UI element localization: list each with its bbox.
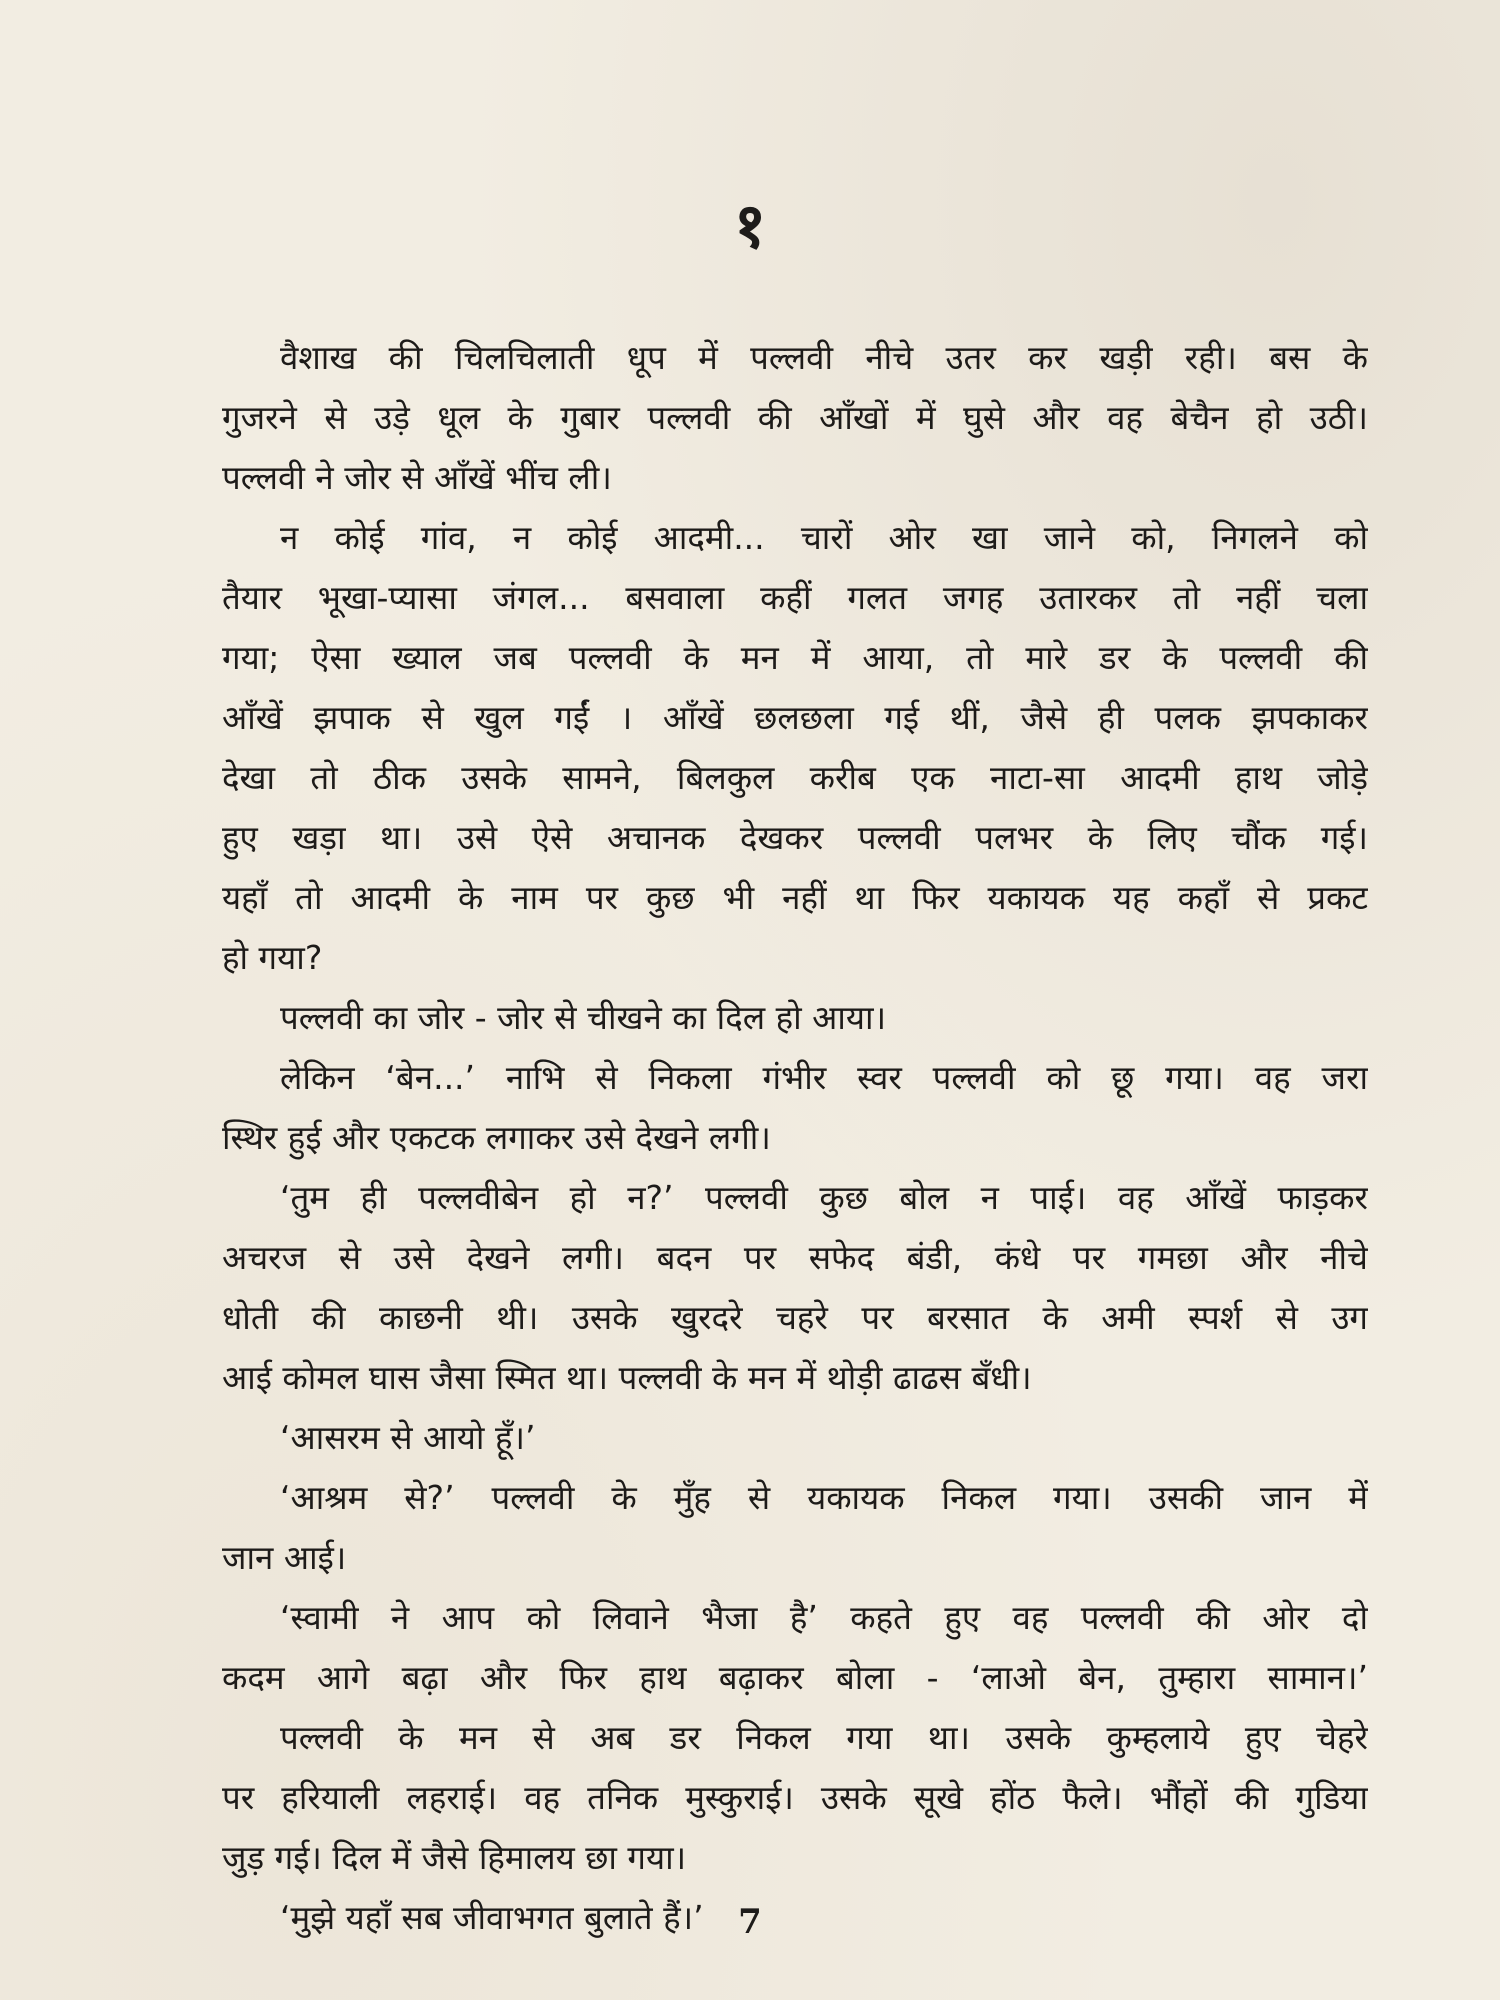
text-line-content: कदम आगे बढ़ा और फिर हाथ बढ़ाकर बोला - ‘लाओ बेन, तुम्हारा सामान।’ [222,1658,1368,1697]
text-line [222,1588,1368,1648]
text-line-content: पल्लवी का जोर - जोर से चीखने का दिल हो आया। [280,998,887,1037]
text-line [222,1768,1368,1828]
text-line [222,1168,1368,1228]
text-line [222,1228,1368,1288]
text-line-content: ‘तुम ही पल्लवीबेन हो न?’ पल्लवी कुछ बोल न पाई। वह आँखें फाड़कर [280,1178,1368,1217]
text-line [222,328,1368,388]
text-line [222,1468,1368,1528]
text-line-content: जुड़ गई। दिल में जैसे हिमालय छा गया। [222,1838,687,1877]
text-line [222,1408,1368,1468]
text-line-content: स्थिर हुई और एकटक लगाकर उसे देखने लगी। [222,1118,771,1157]
text-line [222,748,1368,808]
text-line [222,808,1368,868]
text-line-content: पल्लवी के मन से अब डर निकल गया था। उसके कुम्हलाये हुए चेहरे [280,1718,1368,1757]
text-line [222,928,1368,988]
text-line-content: न कोई गांव, न कोई आदमी... चारों ओर खा जाने को, निगलने को [280,518,1368,557]
text-line [222,1288,1368,1348]
text-line-content: अचरज से उसे देखने लगी। बदन पर सफेद बंडी, कंधे पर गमछा और नीचे [222,1238,1368,1277]
text-line [222,628,1368,688]
text-line-content: पल्लवी ने जोर से आँखें भींच ली। [222,458,612,497]
text-line [222,1348,1368,1408]
text-line-content: हो गया? [222,938,323,977]
body-text [222,328,1368,1948]
text-line [222,1528,1368,1588]
chapter-number: १ [733,189,767,262]
text-line-content: देखा तो ठीक उसके सामने, बिलकुल करीब एक नाटा-सा आदमी हाथ जोड़े [222,758,1368,797]
text-line-content: आँखें झपाक से खुल गईं । आँखें छलछला गई थीं, जैसे ही पलक झपकाकर [222,698,1368,737]
text-line-content: ‘आसरम से आयो हूँ।’ [280,1418,536,1457]
text-line [222,448,1368,508]
text-line-content: वैशाख की चिलचिलाती धूप में पल्लवी नीचे उतर कर खड़ी रही। बस के [280,338,1368,377]
text-line [222,1648,1368,1708]
text-line-content: लेकिन ‘बेन...’ नाभि से निकला गंभीर स्वर पल्लवी को छू गया। वह जरा [280,1058,1368,1097]
text-line [222,1048,1368,1108]
text-line-content: ‘मुझे यहाँ सब जीवाभगत बुलाते हैं।’ [280,1898,704,1937]
text-line [222,568,1368,628]
text-line-content: तैयार भूखा-प्यासा जंगल... बसवाला कहीं गलत जगह उतारकर तो नहीं चला [222,578,1368,617]
text-line [222,988,1368,1048]
text-line-content: हुए खड़ा था। उसे ऐसे अचानक देखकर पल्लवी पलभर के लिए चौंक गई। [222,818,1368,857]
text-line-content: यहाँ तो आदमी के नाम पर कुछ भी नहीं था फिर यकायक यह कहाँ से प्रकट [222,878,1368,917]
text-line-content: जान आई। [222,1538,347,1577]
text-line [222,1108,1368,1168]
text-line [222,1828,1368,1888]
text-line [222,868,1368,928]
text-line-content: ‘आश्रम से?’ पल्लवी के मुँह से यकायक निकल गया। उसकी जान में [280,1478,1368,1517]
text-line-content: धोती की काछनी थी। उसके खुरदरे चहरे पर बरसात के अमी स्पर्श से उग [222,1298,1368,1337]
text-line-content: आई कोमल घास जैसा स्मित था। पल्लवी के मन में थोड़ी ढाढस बँधी। [222,1358,1032,1397]
text-line [222,388,1368,448]
page-number: 7 [738,1902,762,1942]
text-line-content: गया; ऐसा ख्याल जब पल्लवी के मन में आया, तो मारे डर के पल्लवी की [222,638,1368,677]
text-line [222,1708,1368,1768]
text-line [222,688,1368,748]
text-line-content: पर हरियाली लहराई। वह तनिक मुस्कुराई। उसके सूखे होंठ फैले। भौंहों की गुडिया [222,1778,1368,1817]
text-line-content: ‘स्वामी ने आप को लिवाने भैजा है’ कहते हुए वह पल्लवी की ओर दो [280,1598,1368,1637]
text-line-content: गुजरने से उड़े धूल के गुबार पल्लवी की आँखों में घुसे और वह बेचैन हो उठी। [222,398,1368,437]
text-line [222,508,1368,568]
